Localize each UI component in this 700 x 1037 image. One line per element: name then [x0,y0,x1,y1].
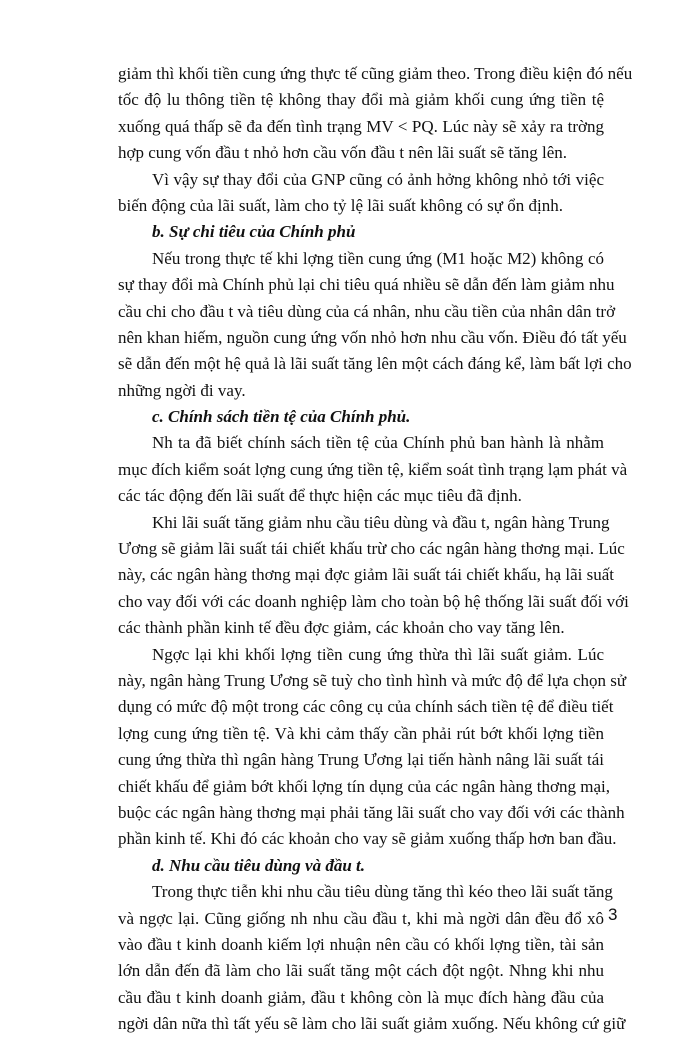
text-line: dụng có mức độ một trong các công cụ của chính sách tiền tệ để điều tiết [118,697,614,717]
section-heading-c: c. Chính sách tiền tệ của Chính phủ. [152,407,411,427]
body-text [118,61,633,1037]
section-heading-d: d. Nhu cầu tiêu dùng và đầu t. [152,855,366,875]
text-line: tốc độ lu thông tiền tệ không thay đổi mà giảm khối cung ứng tiền tệ [118,90,604,110]
text-line: buộc các ngân hàng thơng mại phải tăng lãi suất cho vay đối với các thành [118,802,625,822]
section-heading-b: b. Sự chi tiêu của Chính phủ [152,222,356,242]
text-line: xuống quá thấp sẽ đa đến tình trạng MV < PQ. Lúc này sẽ xảy ra trờng [118,116,604,136]
text-line: phần kinh tế. Khi đó các khoản cho vay sẽ giảm xuống thấp hơn ban đầu. [118,829,617,849]
text-line: Nếu trong thực tế khi lợng tiền cung ứng (M1 hoặc M2) không có [152,248,604,268]
text-line: vào đầu t kinh doanh kiếm lợi nhuận nên cầu có khối lợng tiền, tài sản [118,934,604,954]
text-line: lợng cung ứng tiền tệ. Và khi cảm thấy cần phải rút bớt khối lợng tiền [118,723,604,743]
text-line: chiết khấu để giảm bớt khối lợng tín dụng của các ngân hàng thơng mại, [118,776,610,796]
text-line: cho vay đối với các doanh nghiệp làm cho toàn bộ hệ thống lãi suất đối với [118,591,629,611]
text-line: cầu chi cho đầu t và tiêu dùng của cá nhân, nhu cầu tiền của nhân dân trở [118,301,616,321]
text-line: biến động của lãi suất, làm cho tỷ lệ lãi suất không có sự ổn định. [118,195,563,215]
text-line: Ương sẽ giảm lãi suất tái chiết khấu trừ cho các ngân hàng thơng mại. Lúc [118,539,625,559]
text-line: Nh ta đã biết chính sách tiền tệ của Chính phủ ban hành là nhằm [152,433,604,453]
text-line: Khi lãi suất tăng giảm nhu cầu tiêu dùng và đầu t, ngân hàng Trung [152,512,610,532]
text-line: cầu đầu t kinh doanh giảm, đầu t không còn là mục đích hàng đầu của [118,987,604,1007]
text-line: giảm thì khối tiền cung ứng thực tế cũng giảm theo. Trong điều kiện đó nếu [118,64,633,83]
text-line: này, ngân hàng Trung Ương sẽ tuỳ cho tình hình và mức độ để lựa chọn sử [118,670,627,690]
text-line: các tác động đến lãi suất để thực hiện các mục tiêu đã định. [118,486,522,506]
page-number: 3 [608,905,618,924]
text-line: mục đích kiểm soát lợng cung ứng tiền tệ, kiểm soát tình trạng lạm phát và [118,459,628,479]
text-line: và ngợc lại. Cũng giống nh nhu cầu đầu t, khi mà ngời dân đều đổ xô [118,908,604,928]
text-line: sẽ dẫn đến một hệ quả là lãi suất tăng lên một cách đáng kể, làm bất lợi cho [118,354,632,374]
text-line: ngời dân nữa thì tất yếu sẽ làm cho lãi suất giảm xuống. Nếu không cứ giữ [118,1014,626,1034]
text-line: lớn dẫn đến đã làm cho lãi suất tăng một cách đột ngột. Nhng khi nhu [118,961,604,981]
text-line: Vì vậy sự thay đổi của GNP cũng có ảnh hởng không nhỏ tới việc [152,169,604,189]
text-line: những ngời đi vay. [118,380,246,400]
text-line: cung ứng thừa thì ngân hàng Trung Ương lại tiến hành nâng lãi suất tái [118,750,604,770]
text-line: Trong thực tiễn khi nhu cầu tiêu dùng tăng thì kéo theo lãi suất tăng [152,882,613,902]
text-line: này, các ngân hàng thơng mại đợc giảm lãi suất tái chiết khấu, hạ lãi suất [118,565,615,585]
text-line: hợp cung vốn đầu t nhỏ hơn cầu vốn đầu t nên lãi suất sẽ tăng lên. [118,143,568,163]
text-line: Ngợc lại khi khối lợng tiền cung ứng thừa thì lãi suất giảm. Lúc [152,644,604,664]
text-line: nên khan hiếm, nguồn cung ứng vốn nhỏ hơn nhu cầu vốn. Điều đó tất yếu [118,327,627,347]
text-line: sự thay đổi mà Chính phủ lại chi tiêu quá nhiều sẽ dẫn đến làm giảm nhu [118,275,615,295]
text-line: các thành phần kinh tế đều đợc giảm, các khoản cho vay tăng lên. [118,618,565,638]
